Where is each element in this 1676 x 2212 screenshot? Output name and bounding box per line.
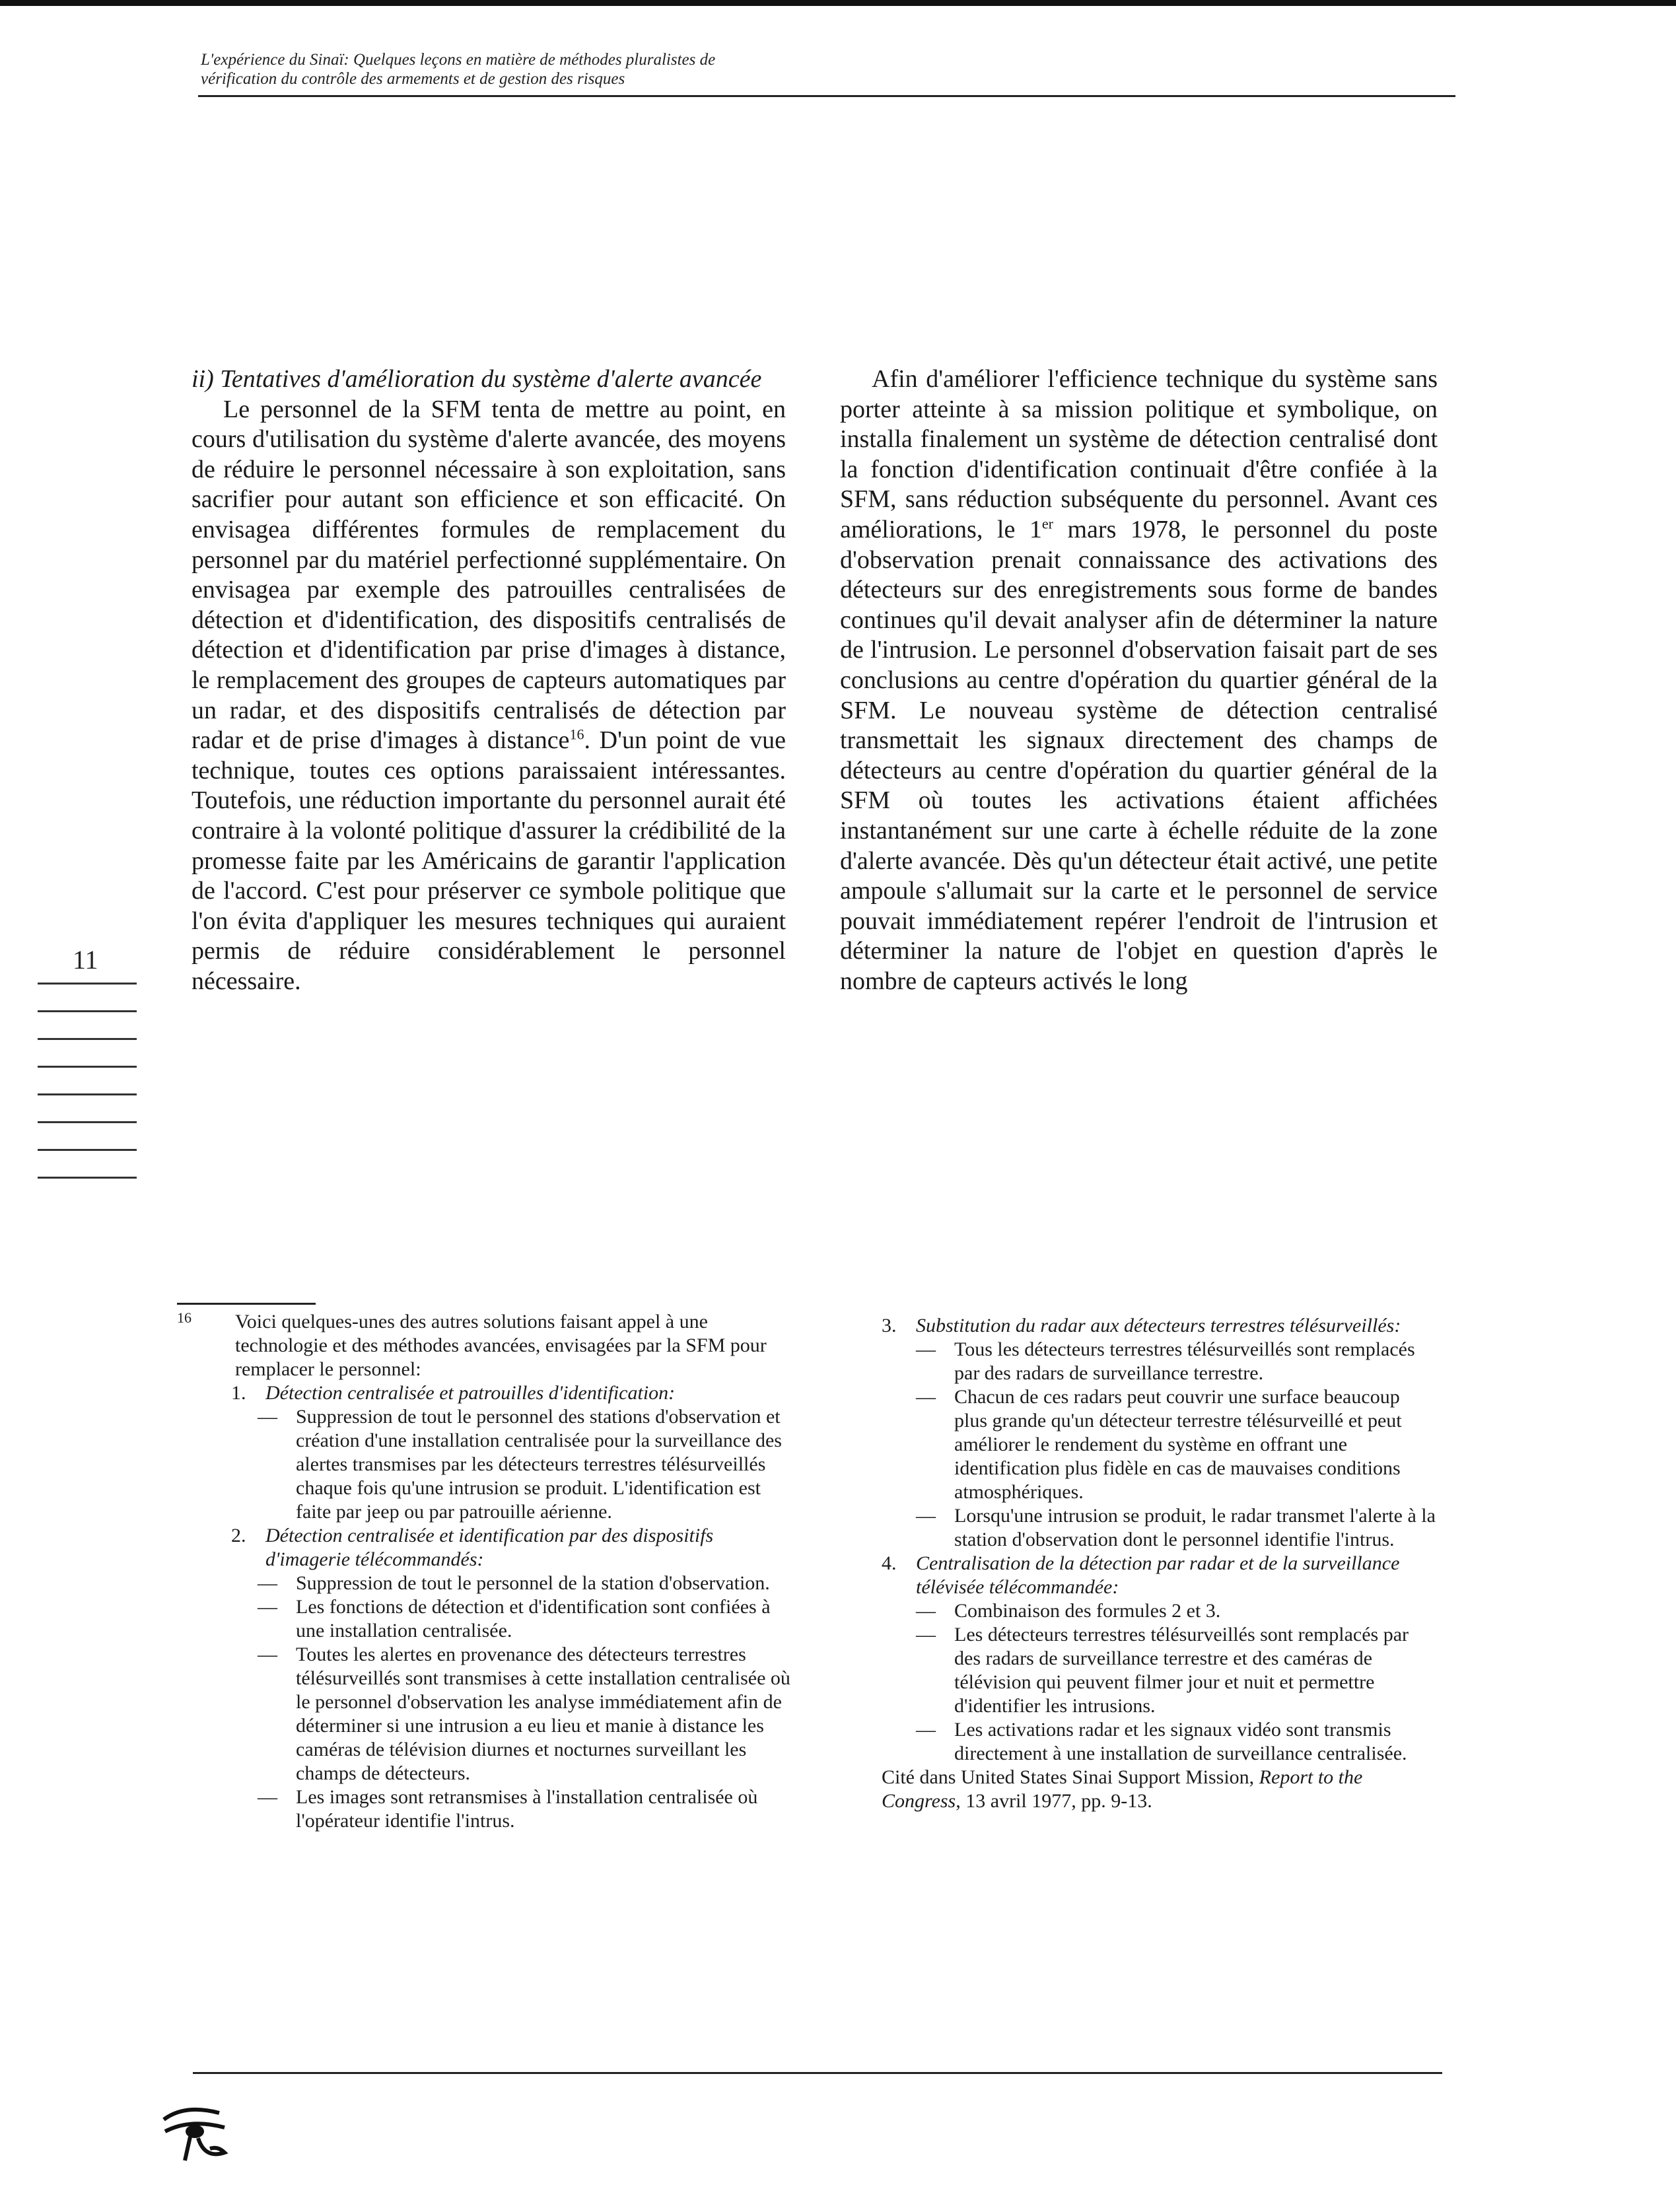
footnote-item-3 [882, 1314, 1436, 1338]
body-text-left-b: . D'un point de vue technique, toutes ces options paraissaient intéressantes. Toutefois, une réduction importante du personnel aurait été contraire à la volonté politique d'assurer la crédibilité de la promesse faite par les Américains de garantir l'application de l'accord. C'est pour préserver ce symbole politique que l'on évita d'appliquer les mesures techniques qui auraient permis de réduire considérablement le personnel nécessaire. [192, 726, 786, 995]
margin-rule [38, 1038, 137, 1040]
bullet-text: Suppression de tout le personnel des stations d'observation et création d'une installation centralisée pour la surveillance des alertes transmises par les détecteurs terrestres télésurveillés chaque fois qu'une intrusion se produit. L'identification est faite par jeep ou par patrouille aérienne. [296, 1406, 782, 1523]
item-title: Substitution du radar aux détecteurs terrestres télésurveillés: [916, 1315, 1401, 1336]
body-text-right-a: Afin d'améliorer l'efficience technique du système sans porter atteinte à sa mission politique et symbolique, on installa finalement un système de détection centralisé dont la fonction d'identification continuait d'être confiée à la SFM, sans réduction subséquente du personnel. Avant ces améliorations, le 1 [840, 365, 1438, 543]
ordinal-superscript: er [1041, 515, 1053, 532]
running-header-line-1: L'expérience du Sinaï: Quelques leçons en matière de méthodes pluralistes de [201, 51, 716, 69]
footnote-bullet [258, 1595, 794, 1643]
footnote-bullet [916, 1599, 1436, 1623]
margin-rule [38, 1149, 137, 1151]
footnote-bullet [916, 1338, 1436, 1385]
margin-rule [38, 983, 137, 985]
body-paragraph-left [192, 395, 786, 997]
footnote-reference: 16 [569, 726, 584, 743]
section-heading: ii) Tentatives d'amélioration du système d'alerte avancée [192, 365, 762, 393]
citation-suffix: , 13 avril 1977, pp. 9-13. [956, 1790, 1152, 1812]
body-column-right [840, 364, 1438, 996]
top-border [0, 0, 1676, 6]
footnote-bullet [916, 1504, 1436, 1552]
footnote-bullet [258, 1405, 794, 1524]
item-title: Détection centralisée et patrouilles d'identification: [265, 1382, 676, 1404]
footnote-item-4 [882, 1552, 1436, 1599]
item-number: 1. [231, 1382, 246, 1404]
item-number: 4. [882, 1552, 897, 1574]
margin-rule [38, 1066, 137, 1068]
item-number: 3. [882, 1315, 897, 1336]
footnote-bullet [916, 1385, 1436, 1504]
header-rule [198, 95, 1455, 97]
page-number: 11 [73, 945, 98, 975]
item-title: Détection centralisée et identification par des dispositifs d'imagerie télécommandés: [265, 1525, 714, 1570]
footnote-bullet [258, 1643, 794, 1785]
body-paragraph-right [840, 364, 1438, 996]
bullet-text: Chacun de ces radars peut couvrir une surface beaucoup plus grande qu'un détecteur terrestre télésurveillé et peut améliorer le rendement du système en offrant une identification plus fidèle en cas de mauvaises conditions atmosphériques. [954, 1386, 1402, 1503]
margin-rule [38, 1177, 137, 1179]
dash-icon: — [258, 1406, 277, 1428]
bullet-text: Les fonctions de détection et d'identification sont confiées à une installation centralisée. [296, 1596, 771, 1642]
bullet-text: Suppression de tout le personnel de la station d'observation. [296, 1572, 770, 1594]
footnote-item-1 [231, 1381, 794, 1405]
footnote-marker: 16 [177, 1309, 192, 1326]
dash-icon: — [916, 1624, 936, 1645]
footer-rule [193, 2072, 1442, 2074]
dash-icon: — [916, 1719, 936, 1741]
bullet-text: Les détecteurs terrestres télésurveillés sont remplacés par des radars de surveillance terrestre et des caméras de télévision qui peuvent filmer jour et nuit et permettre d'identifier les intrusions. [954, 1624, 1409, 1717]
footnote-intro-text: Voici quelques-unes des autres solutions faisant appel à une technologie et des méthodes avancées, envisagées par la SFM pour remplacer le personnel: [235, 1311, 767, 1380]
margin-rule [38, 1121, 137, 1123]
body-column-left [192, 364, 786, 996]
citation [882, 1766, 1436, 1813]
footnote-bullet [258, 1572, 794, 1595]
citation-prefix: Cité dans United States Sinai Support Mission, [882, 1766, 1259, 1788]
item-number: 2. [231, 1525, 246, 1546]
body-text-left-a: Le personnel de la SFM tenta de mettre au point, en cours d'utilisation du système d'alerte avancée, des moyens de réduire le personnel nécessaire à son exploitation, sans sacrifier pour autant son efficience et son efficacité. On envisagea différentes formules de remplacement du personnel par du matériel perfectionné supplémentaire. On envisagea par exemple des patrouilles centralisées de détection et d'identification, des dispositifs centralisés de détection et d'identification par prise d'images à distance, le remplacement des groupes de capteurs automatiques par un radar, et des dispositifs centralisés de détection par radar et de prise d'images à distance [192, 395, 786, 755]
citation-title: Report to the Congress [882, 1766, 1363, 1812]
margin-rule [38, 1093, 137, 1095]
dash-icon: — [258, 1786, 277, 1808]
footnote-column-right [882, 1314, 1436, 1813]
footnote-bullet [916, 1718, 1436, 1766]
bullet-text: Tous les détecteurs terrestres télésurveillés sont remplacés par des radars de surveillance terrestre. [954, 1338, 1415, 1384]
dash-icon: — [258, 1572, 277, 1594]
bullet-text: Lorsqu'une intrusion se produit, le radar transmet l'alerte à la station d'observation dont le personnel identifie l'intrus. [954, 1505, 1436, 1550]
dash-icon: — [258, 1596, 277, 1618]
footnote-column-left [177, 1310, 794, 1833]
running-header-line-2: vérification du contrôle des armements et de gestion des risques [201, 70, 625, 88]
bullet-text: Les activations radar et les signaux vidéo sont transmis directement à une installation de surveillance centralisée. [954, 1719, 1407, 1764]
running-header [201, 50, 1455, 88]
footnote-rule [177, 1303, 316, 1305]
margin-rule [38, 1010, 137, 1012]
body-text-right-b: mars 1978, le personnel du poste d'observation prenait connaissance des activations des détecteurs sur des enregistrements sous forme de bandes continues qu'il devait analyser afin de déterminer la nature de l'intrusion. Le personnel d'observation faisait part de ses conclusions au centre d'opération du quartier général de la SFM. Le nouveau système de détection centralisé transmettait les signaux directement des champs de détecteurs au centre d'opération du quartier général de la SFM où toutes les activations étaient affichées instantanément sur une carte à échelle réduite de la zone d'alerte avancée. Dès qu'un détecteur était activé, une petite ampoule s'allumait sur la carte et le personnel de service pouvait immédiatement repérer l'endroit de l'intrusion et déterminer la nature de l'objet en question d'après le nombre de capteurs activés le long [840, 515, 1438, 995]
eye-of-horus-logo-icon [158, 2100, 231, 2166]
bullet-text: Combinaison des formules 2 et 3. [954, 1600, 1221, 1622]
footnote-bullet [916, 1623, 1436, 1718]
bullet-text: Toutes les alertes en provenance des détecteurs terrestres télésurveillés sont transmises à cette installation centralisée où le personnel d'observation les analyse immédiatement afin de déterminer si une intrusion a eu lieu et manie à distance les caméras de télévision diurnes et nocturnes surveillant les champs de détecteurs. [296, 1643, 790, 1784]
bullet-text: Les images sont retransmises à l'installation centralisée où l'opérateur identifie l'intrus. [296, 1786, 758, 1832]
footnote-bullet [258, 1785, 794, 1833]
dash-icon: — [916, 1505, 936, 1527]
dash-icon: — [916, 1386, 936, 1408]
dash-icon: — [258, 1643, 277, 1665]
item-title: Centralisation de la détection par radar et de la surveillance télévisée télécommandée: [916, 1552, 1400, 1598]
dash-icon: — [916, 1338, 936, 1360]
footnote-item-2 [231, 1524, 794, 1572]
footnote-intro [177, 1310, 794, 1381]
dash-icon: — [916, 1600, 936, 1622]
